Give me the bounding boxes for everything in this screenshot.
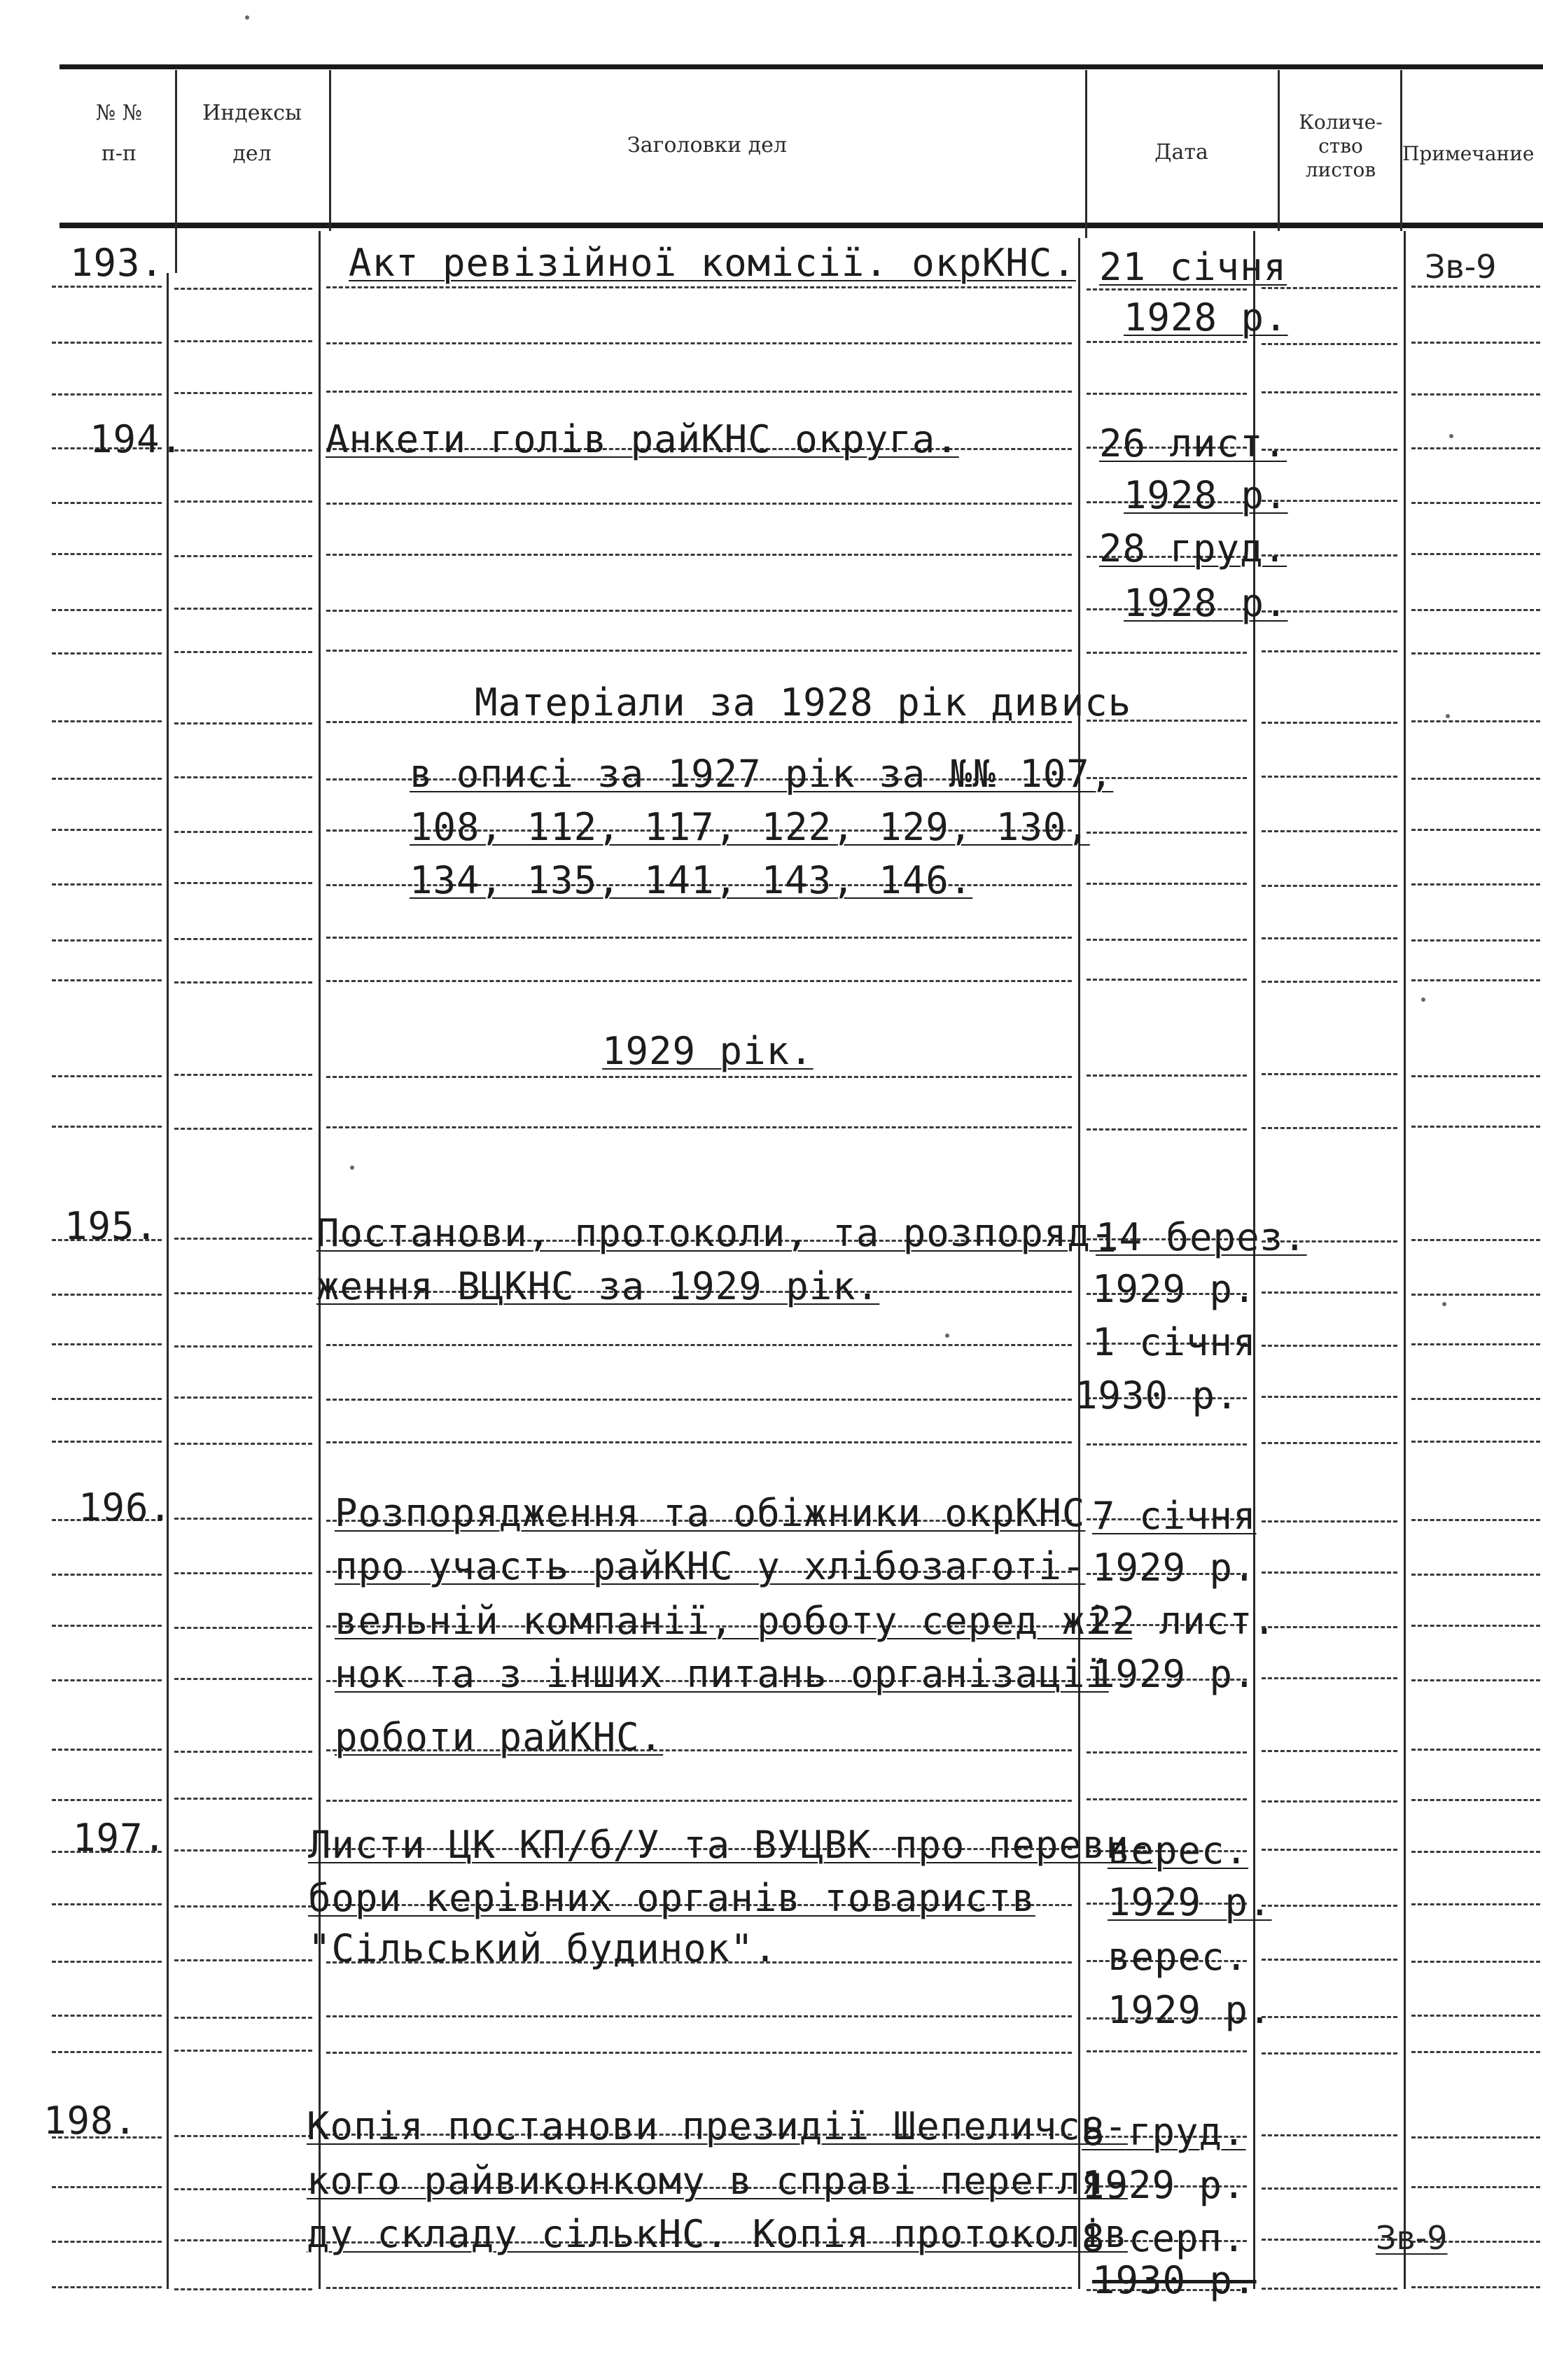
ruled-line	[174, 776, 312, 778]
row-196-title-5: роботи райКНС.	[335, 1715, 664, 1759]
ruled-line	[52, 883, 162, 886]
ruled-line	[1411, 829, 1540, 831]
ruled-line	[1087, 393, 1247, 395]
ruled-line	[1411, 393, 1540, 396]
ruled-line	[1411, 1799, 1540, 1801]
row-198-number: 198.	[43, 2099, 138, 2143]
ruled-line	[174, 2188, 312, 2190]
ruled-line	[1087, 1074, 1247, 1077]
row-198-date-1: 8 груд.	[1082, 2110, 1246, 2154]
row-197-date-4: 1929 р.	[1108, 1988, 1272, 2032]
column-divider-3	[1085, 70, 1087, 238]
ruled-line	[174, 1572, 312, 1574]
row-195-title-1: Постанови, протоколи, та розпоряд-	[316, 1211, 1115, 1255]
ruled-line	[52, 1799, 162, 1801]
ruled-line	[326, 610, 1072, 612]
row-198-date-2: 1929 р.	[1082, 2163, 1246, 2207]
materials-note-line-2: в описі за 1927 рік за №№ 107,	[410, 752, 1114, 796]
row-195-date-3: 1 січня	[1092, 1320, 1257, 1364]
row-194-title: Анкети голів райКНС округа.	[326, 417, 959, 461]
column-divider-1	[175, 70, 177, 273]
ruled-line	[1262, 885, 1397, 887]
ruled-line	[326, 1076, 1072, 1078]
ruled-line	[1262, 1800, 1397, 1802]
ruled-line	[1411, 286, 1540, 288]
row-193-date-2: 1928 р.	[1124, 295, 1288, 340]
ruled-line	[1087, 979, 1247, 981]
ruled-line	[326, 1441, 1072, 1443]
ruled-line	[174, 2288, 312, 2290]
ruled-line	[1411, 553, 1540, 555]
ruled-line	[174, 392, 312, 394]
header-bottom-border	[60, 223, 1543, 228]
row-196-number: 196.	[78, 1485, 173, 1530]
ruled-line	[174, 449, 312, 451]
ruled-line	[174, 1678, 312, 1680]
ruled-line	[1411, 502, 1540, 504]
ruled-line	[1411, 1625, 1540, 1627]
ruled-line	[52, 2241, 162, 2243]
ruled-line	[1411, 1343, 1540, 1345]
header-title: Заголовки дел	[627, 133, 787, 158]
header-date: Дата	[1154, 140, 1208, 164]
ruled-line	[1262, 1292, 1397, 1294]
row-195-date-2: 1929 р.	[1092, 1267, 1257, 1311]
header-top-border	[60, 64, 1543, 69]
ruled-line	[326, 937, 1072, 939]
ruled-line	[1087, 1751, 1247, 1754]
ruled-line	[1262, 722, 1397, 724]
ruled-line	[52, 652, 162, 654]
ruled-line	[1087, 1443, 1247, 1446]
ruled-line	[174, 500, 312, 503]
row-198-note: Зв-9	[1376, 2219, 1448, 2257]
ruled-line	[1411, 939, 1540, 941]
row-195-title-2: ження ВЦКНС за 1929 рік.	[316, 1264, 880, 1308]
ruled-line	[1411, 1075, 1540, 1077]
ruled-line	[174, 1518, 312, 1520]
ruled-line	[326, 286, 1072, 288]
ruled-line	[174, 555, 312, 557]
materials-note-line-4: 134, 135, 141, 143, 146.	[410, 858, 973, 902]
ruled-line	[1087, 341, 1247, 343]
materials-note-line-1: Матеріали за 1928 рік дивись	[475, 680, 1132, 724]
ruled-line	[1262, 391, 1397, 393]
row-196-date-1: 7 січня	[1092, 1494, 1257, 1538]
ruled-line	[326, 342, 1072, 344]
column-divider-2	[329, 70, 331, 231]
ruled-line	[1087, 832, 1247, 834]
ruled-line	[52, 342, 162, 344]
ruled-line	[1411, 2015, 1540, 2017]
ruled-line	[174, 882, 312, 884]
speck	[1446, 714, 1450, 718]
row-195-date-4: 1930 р.	[1075, 1373, 1239, 1418]
ruled-line	[1262, 343, 1397, 345]
ruled-line	[52, 2015, 162, 2017]
ruled-line	[174, 1751, 312, 1753]
row-197-date-2: 1929 р.	[1108, 1880, 1272, 1924]
ruled-line	[326, 2015, 1072, 2017]
ruled-line	[1411, 342, 1540, 344]
ruled-line	[52, 2051, 162, 2053]
ruled-line	[174, 1345, 312, 1348]
row-198-date-4: 1930 р.	[1092, 2258, 1257, 2302]
ruled-line	[1262, 1127, 1397, 1129]
ruled-line	[1262, 776, 1397, 778]
ruled-line	[1411, 1126, 1540, 1128]
materials-note-line-3: 108, 112, 117, 122, 129, 130,	[410, 805, 1090, 849]
ruled-line	[1411, 1961, 1540, 1963]
ruled-line	[1411, 979, 1540, 981]
header-count: Количе- ство листов	[1299, 111, 1383, 181]
ruled-line	[1087, 652, 1247, 654]
ruled-line	[174, 608, 312, 610]
ruled-line	[1411, 609, 1540, 611]
row-193-note: Зв-9	[1425, 248, 1497, 286]
ruled-line	[1411, 1574, 1540, 1576]
ruled-line	[1262, 1520, 1397, 1522]
ruled-line	[174, 722, 312, 724]
ruled-line	[1087, 1128, 1247, 1130]
ruled-line	[1087, 939, 1247, 941]
ruled-line	[326, 391, 1072, 393]
ruled-line	[1411, 1679, 1540, 1681]
ruled-line	[52, 502, 162, 504]
row-196-title-2: про участь райКНС у хлібозаготі-	[335, 1544, 1086, 1588]
column-divider-1b	[167, 273, 169, 2289]
ruled-line	[174, 340, 312, 342]
row-197-title-1: Листи ЦК КП/б/У та ВУЦВК про переви-	[308, 1823, 1153, 1867]
row-197-title-2: бори керівних органів товариств	[308, 1876, 1035, 1920]
ruled-line	[52, 1961, 162, 1963]
ruled-line	[1262, 650, 1397, 652]
speck	[350, 1166, 354, 1170]
ruled-line	[174, 1798, 312, 1800]
ruled-line	[52, 2186, 162, 2188]
ruled-line	[1262, 1572, 1397, 1574]
ruled-line	[326, 1344, 1072, 1346]
ruled-line	[1262, 1959, 1397, 1961]
ruled-line	[174, 288, 312, 290]
row-194-date-1: 26 лист.	[1099, 421, 1287, 465]
ruled-line	[1411, 1294, 1540, 1296]
ruled-line	[174, 981, 312, 983]
row-198-title-1: Копія постанови президії Шепеличсь-	[307, 2104, 1128, 2148]
ruled-line	[1411, 1749, 1540, 1751]
ruled-line	[52, 829, 162, 831]
ruled-line	[326, 503, 1072, 505]
speck	[1421, 997, 1425, 1002]
row-193-number: 193.	[70, 241, 165, 285]
speck	[1449, 434, 1453, 438]
ruled-line	[1262, 1905, 1397, 1907]
ruled-line	[174, 1074, 312, 1076]
ruled-line	[174, 938, 312, 940]
speck	[1442, 1302, 1446, 1306]
ruled-line	[326, 2287, 1072, 2289]
ruled-line	[326, 2052, 1072, 2054]
ruled-line	[1087, 2050, 1247, 2052]
ruled-line	[1411, 1398, 1540, 1400]
ruled-line	[174, 1292, 312, 1294]
ruled-line	[1411, 883, 1540, 886]
row-193-title: Акт ревізійної комісії. окрКНС.	[349, 241, 1076, 285]
row-193-date-1: 21 січня	[1099, 245, 1287, 289]
ruled-line	[174, 2239, 312, 2241]
ruled-line	[1411, 2186, 1540, 2188]
ruled-line	[1262, 1073, 1397, 1075]
speck	[245, 15, 249, 20]
column-divider-4	[1278, 70, 1280, 231]
ruled-line	[1262, 1396, 1397, 1398]
ruled-line	[1411, 1519, 1540, 1521]
row-198-date-3: 8 серп.	[1082, 2216, 1246, 2260]
ruled-line	[326, 1800, 1072, 1802]
ruled-line	[1262, 2288, 1397, 2290]
ruled-line	[1262, 2052, 1397, 2054]
ruled-line	[52, 1749, 162, 1751]
row-197-number: 197.	[73, 1816, 167, 1860]
ruled-line	[52, 1679, 162, 1681]
ruled-line	[326, 1126, 1072, 1128]
ruled-line	[1411, 2136, 1540, 2138]
ruled-line	[1262, 2016, 1397, 2018]
ruled-line	[174, 2017, 312, 2019]
ruled-line	[52, 778, 162, 780]
ruled-line	[52, 1574, 162, 1576]
row-198-title-2: кого райвиконкому в справі перегля-	[307, 2159, 1128, 2203]
ruled-line	[326, 554, 1072, 556]
ruled-line	[52, 2286, 162, 2288]
row-197-date-1: верес.	[1108, 1828, 1249, 1872]
ruled-line	[174, 1238, 312, 1240]
row-194-date-3: 28 груд.	[1099, 526, 1287, 570]
ruled-line	[52, 979, 162, 981]
speck	[945, 1334, 949, 1338]
ruled-line	[1087, 1798, 1247, 1800]
ruled-line	[1262, 937, 1397, 939]
row-196-date-2: 1929 р.	[1092, 1546, 1257, 1590]
row-196-date-3: 22 лист.	[1089, 1599, 1277, 1643]
year-heading: 1929 рік.	[602, 1029, 814, 1073]
ruled-line	[1411, 2051, 1540, 2053]
ruled-line	[1262, 2134, 1397, 2136]
header-num: № № п-п	[95, 101, 143, 166]
column-divider-3b	[1078, 238, 1080, 2289]
ruled-line	[1262, 1677, 1397, 1679]
column-divider-5b	[1404, 231, 1406, 2289]
ruled-line	[174, 1959, 312, 1961]
ruled-line	[52, 553, 162, 555]
ruled-line	[174, 1443, 312, 1445]
ruled-line	[1411, 778, 1540, 780]
row-196-title-4: нок та з інших питань організації	[335, 1652, 1109, 1696]
ruled-line	[174, 651, 312, 653]
ruled-line	[1411, 1239, 1540, 1241]
ruled-line	[174, 1396, 312, 1399]
ruled-line	[52, 1126, 162, 1128]
ruled-line	[52, 286, 162, 288]
ruled-line	[1262, 1626, 1397, 1628]
ruled-line	[52, 1903, 162, 1905]
ruled-line	[174, 1627, 312, 1629]
ruled-line	[1262, 830, 1397, 832]
ruled-line	[52, 1343, 162, 1345]
ruled-line	[1411, 447, 1540, 449]
ruled-line	[52, 939, 162, 941]
row-196-title-1: Розпорядження та обіжники окрКНС	[335, 1491, 1086, 1535]
ruled-line	[1411, 1441, 1540, 1443]
column-divider-2b	[319, 231, 321, 2289]
ruled-line	[52, 1075, 162, 1077]
row-197-title-3: "Сільський будинок".	[308, 1926, 778, 1970]
ruled-line	[326, 650, 1072, 652]
ruled-line	[326, 980, 1072, 982]
row-194-date-2: 1928 р.	[1124, 473, 1288, 517]
ruled-line	[52, 393, 162, 396]
ruled-line	[1262, 981, 1397, 983]
header-notes: Примечание	[1402, 142, 1535, 165]
ruled-line	[52, 609, 162, 611]
ruled-line	[1262, 1750, 1397, 1752]
ruled-line	[1087, 883, 1247, 885]
ruled-line	[174, 2135, 312, 2137]
ruled-line	[1262, 1345, 1397, 1347]
ruled-line	[174, 1128, 312, 1130]
row-198-title-3: ду складу сількНС. Копія протоколів	[307, 2212, 1128, 2256]
ruled-line	[52, 1625, 162, 1627]
row-194-number: 194.	[90, 417, 184, 461]
ruled-line	[174, 1849, 312, 1851]
row-196-date-4: 1929 р.	[1092, 1652, 1257, 1696]
ruled-line	[52, 1398, 162, 1400]
ruled-line	[174, 831, 312, 833]
ruled-line	[52, 1294, 162, 1296]
ruled-line	[326, 1399, 1072, 1401]
row-195-date-1: 14 берез.	[1096, 1215, 1307, 1259]
ruled-line	[1411, 2286, 1540, 2288]
row-197-date-3: верес.	[1108, 1935, 1249, 1979]
ruled-line	[1411, 652, 1540, 654]
ruled-line	[1411, 720, 1540, 722]
header-index: Индексы дел	[202, 101, 302, 166]
ruled-line	[1411, 1851, 1540, 1853]
ruled-line	[1262, 1442, 1397, 1444]
ruled-line	[52, 1441, 162, 1443]
ruled-line	[1262, 2188, 1397, 2190]
row-194-date-4: 1928 р.	[1124, 581, 1288, 625]
ruled-line	[52, 720, 162, 722]
ruled-line	[174, 1905, 312, 1907]
ruled-line	[1262, 1849, 1397, 1851]
ruled-line	[174, 2050, 312, 2052]
row-195-number: 195.	[64, 1204, 159, 1248]
ruled-line	[1411, 1903, 1540, 1905]
row-196-title-3: вельній компанії, роботу серед жі-	[335, 1599, 1133, 1643]
